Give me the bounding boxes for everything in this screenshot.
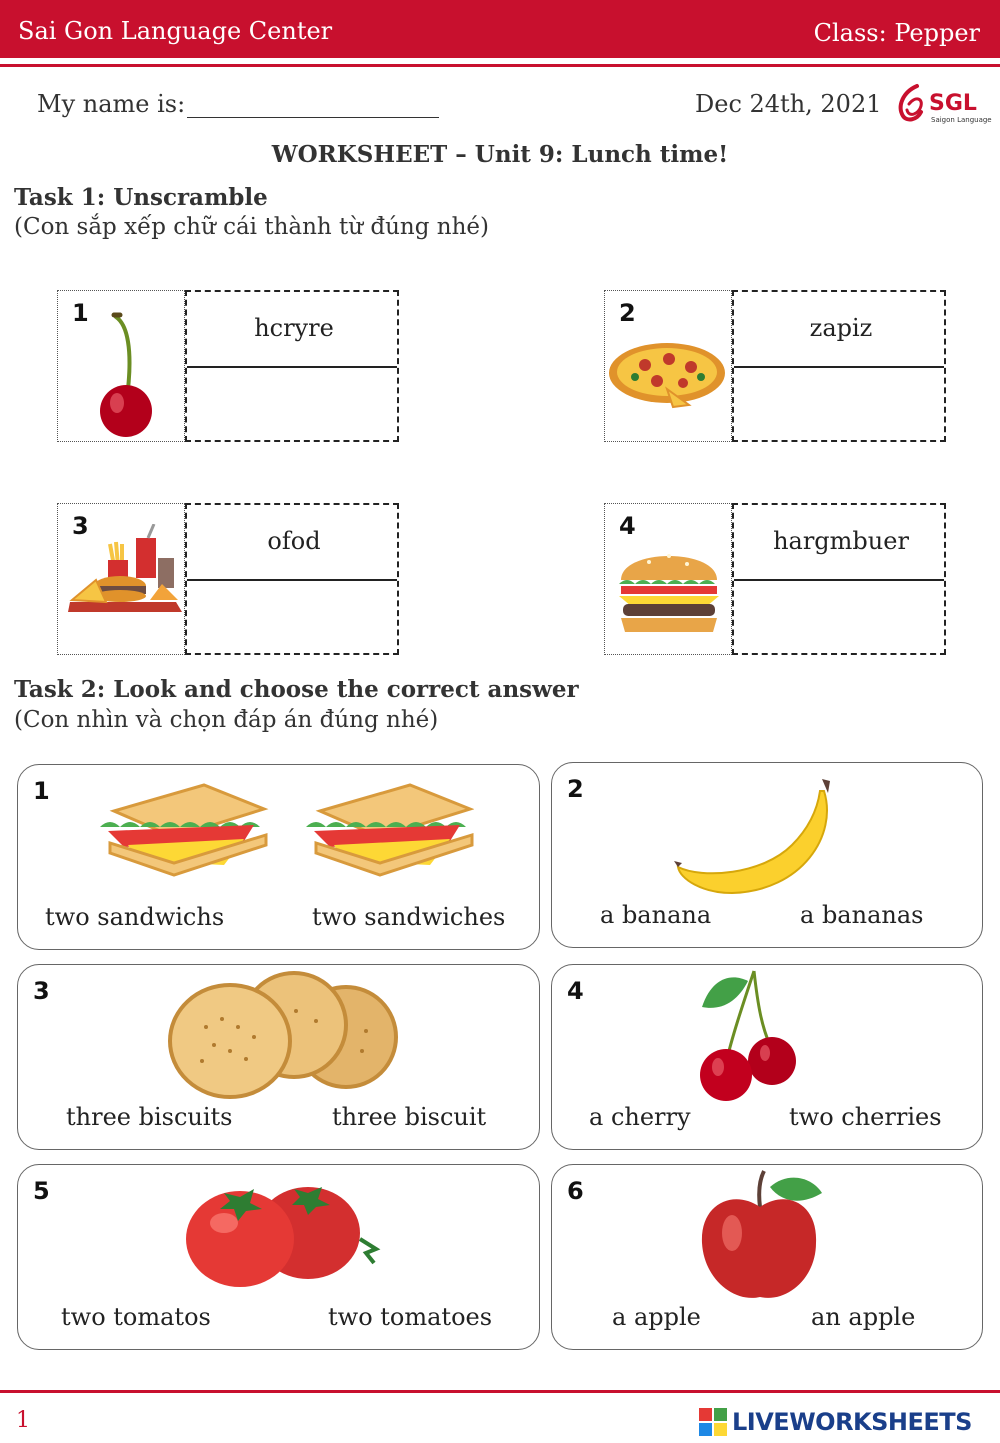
scrambled-word: zapiz: [809, 314, 873, 342]
option-a[interactable]: two tomatos: [61, 1303, 211, 1331]
item-number: 3: [33, 977, 50, 1005]
task2-title: Task 2: Look and choose the correct answer: [14, 676, 579, 703]
item-number: 2: [567, 775, 584, 803]
answer-divider: [734, 366, 944, 368]
task1-word-cell: [185, 290, 399, 442]
option-b[interactable]: two sandwiches: [312, 903, 506, 931]
item-number: 6: [567, 1177, 584, 1205]
scrambled-word: hargmbuer: [773, 527, 909, 555]
task2-item: [17, 964, 540, 1150]
option-b[interactable]: a bananas: [800, 901, 924, 929]
sandwiches-icon: [94, 781, 474, 881]
item-number: 5: [33, 1177, 50, 1205]
liveworksheets-watermark: [698, 1406, 994, 1438]
task2-item: [17, 1164, 540, 1350]
task1-title: Task 1: Unscramble: [14, 184, 268, 211]
task1-word-cell: [185, 503, 399, 655]
task1-picture-cell: [57, 503, 185, 655]
task1-picture-cell: [57, 290, 185, 442]
item-number: 3: [72, 512, 89, 540]
task1-word-cell: [732, 290, 946, 442]
apple-icon: [698, 1167, 828, 1307]
task1-item: [57, 503, 399, 655]
task1-picture-cell: [604, 290, 732, 442]
task1-word-cell: [732, 503, 946, 655]
food-tray-icon: [66, 524, 184, 614]
class-label: Class: Pepper: [813, 19, 980, 47]
scrambled-word: hcryre: [254, 314, 334, 342]
sgl-logo-icon: [895, 82, 995, 128]
item-number: 4: [567, 977, 584, 1005]
item-number: 1: [72, 299, 89, 327]
cherries-icon: [692, 967, 802, 1105]
liveworksheets-logo-icon: [698, 1407, 728, 1437]
task2-subtitle: (Con nhìn và chọn đáp án đúng nhé): [14, 707, 439, 733]
answer-divider: [187, 579, 397, 581]
option-a[interactable]: a cherry: [589, 1103, 691, 1131]
tomatoes-icon: [184, 1167, 384, 1289]
answer-divider: [734, 579, 944, 581]
task2-item: [551, 762, 983, 948]
name-blank[interactable]: [187, 94, 439, 118]
option-a[interactable]: a apple: [612, 1303, 701, 1331]
name-label: My name is:: [37, 90, 186, 118]
pizza-icon: [607, 339, 731, 409]
task1-item: [604, 503, 946, 655]
option-b[interactable]: an apple: [811, 1303, 916, 1331]
item-number: 1: [33, 777, 50, 805]
task2-item: [17, 764, 540, 950]
option-b[interactable]: three biscuit: [332, 1103, 487, 1131]
footer-divider: [0, 1390, 1000, 1393]
task1-item: [57, 290, 399, 442]
item-number: 4: [619, 512, 636, 540]
task1-subtitle: (Con sắp xếp chữ cái thành từ đúng nhé): [14, 214, 489, 240]
logo-subtext: Saigon Language: [931, 116, 992, 124]
cherry-icon: [86, 311, 166, 437]
banana-icon: [672, 775, 842, 899]
task1-item: [604, 290, 946, 442]
item-number: 2: [619, 299, 636, 327]
watermark-text: LIVEWORKSHEETS: [732, 1408, 972, 1436]
option-a[interactable]: two sandwichs: [45, 903, 225, 931]
scrambled-word: ofod: [267, 527, 321, 555]
task2-item: [551, 1164, 983, 1350]
logo-text: SGL: [929, 91, 977, 116]
option-a[interactable]: three biscuits: [66, 1103, 233, 1131]
header-divider: [0, 64, 1000, 67]
option-b[interactable]: two tomatoes: [328, 1303, 493, 1331]
biscuits-icon: [166, 971, 400, 1099]
task1-picture-cell: [604, 503, 732, 655]
hamburger-icon: [615, 544, 723, 636]
page-number: 1: [16, 1408, 30, 1433]
answer-divider: [187, 366, 397, 368]
center-name: Sai Gon Language Center: [18, 17, 333, 45]
worksheet-date: Dec 24th, 2021: [695, 90, 882, 118]
worksheet-title: WORKSHEET – Unit 9: Lunch time!: [271, 141, 729, 168]
option-b[interactable]: two cherries: [789, 1103, 942, 1131]
option-a[interactable]: a banana: [600, 901, 712, 929]
task2-item: [551, 964, 983, 1150]
name-row: [37, 90, 439, 118]
